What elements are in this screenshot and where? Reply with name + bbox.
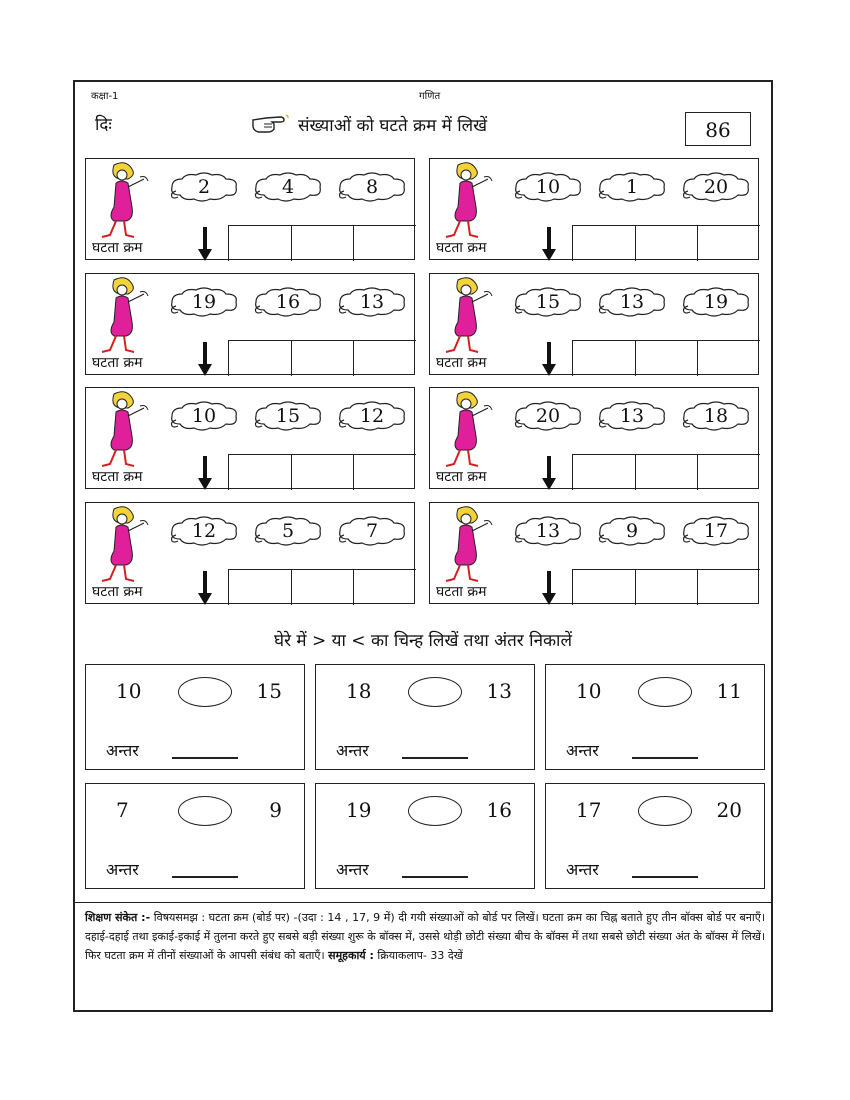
cloud-number: 2 <box>197 176 211 198</box>
difference-label: अन्तर <box>106 741 139 760</box>
group-work-text: क्रियाकलाप- 33 देखें <box>377 949 463 962</box>
difference-label: अन्तर <box>566 741 599 760</box>
answer-box[interactable] <box>229 226 292 261</box>
down-arrow-icon <box>198 456 212 490</box>
group-work-label: समूहकार्य : <box>328 949 374 962</box>
answer-box[interactable] <box>354 570 416 605</box>
order-label: घटता क्रम <box>436 469 487 485</box>
cloud-number: 15 <box>535 291 561 313</box>
answer-box[interactable] <box>698 570 760 605</box>
order-label: घटता क्रम <box>92 584 143 600</box>
number-cloud <box>594 515 670 547</box>
order-panel <box>85 158 415 260</box>
class-label: कक्षा-1 <box>91 91 119 102</box>
teaching-note-heading: शिक्षण संकेत :- <box>85 911 151 924</box>
number-cloud <box>510 171 586 203</box>
answer-box[interactable] <box>292 226 355 261</box>
answer-boxes <box>572 454 760 490</box>
cloud-number: 5 <box>281 520 295 542</box>
order-label: घटता क्रम <box>436 240 487 256</box>
number-cloud <box>334 286 410 318</box>
answer-boxes <box>228 340 416 376</box>
number-cloud <box>334 171 410 203</box>
answer-box[interactable] <box>292 341 355 376</box>
cloud-number: 20 <box>703 176 729 198</box>
answer-boxes <box>228 454 416 490</box>
number-cloud <box>678 515 754 547</box>
compare-first-number: 18 <box>346 679 372 703</box>
answer-box[interactable] <box>636 455 699 490</box>
order-panel <box>85 273 415 375</box>
cloud-number: 18 <box>703 405 729 427</box>
number-cloud <box>250 171 326 203</box>
page-number: 86 <box>685 112 751 146</box>
order-panel <box>429 158 759 260</box>
number-cloud <box>166 286 242 318</box>
answer-box[interactable] <box>292 570 355 605</box>
down-arrow-icon <box>542 456 556 490</box>
answer-box[interactable] <box>354 226 416 261</box>
answer-boxes <box>228 569 416 605</box>
down-arrow-icon <box>542 571 556 605</box>
cloud-number: 7 <box>365 520 379 542</box>
sign-oval[interactable] <box>408 796 462 826</box>
girl-illustration <box>436 505 496 585</box>
cloud-number: 19 <box>191 291 217 313</box>
cloud-number: 10 <box>191 405 217 427</box>
answer-box[interactable] <box>292 455 355 490</box>
cloud-number: 13 <box>535 520 561 542</box>
cloud-number: 13 <box>619 405 645 427</box>
answer-boxes <box>572 569 760 605</box>
number-cloud <box>594 171 670 203</box>
comparison-box <box>315 664 535 770</box>
order-panel <box>429 502 759 604</box>
number-cloud <box>594 286 670 318</box>
compare-second-number: 16 <box>486 798 512 822</box>
answer-box[interactable] <box>636 341 699 376</box>
cloud-number: 8 <box>365 176 379 198</box>
order-label: घटता क्रम <box>92 469 143 485</box>
number-cloud <box>678 400 754 432</box>
comparison-box <box>315 783 535 889</box>
cloud-number: 13 <box>619 291 645 313</box>
down-arrow-icon <box>542 342 556 376</box>
answer-boxes <box>228 225 416 261</box>
compare-first-number: 10 <box>576 679 602 703</box>
answer-box[interactable] <box>354 341 416 376</box>
compare-second-number: 15 <box>256 679 282 703</box>
answer-boxes <box>572 340 760 376</box>
cloud-number: 20 <box>535 405 561 427</box>
subject-label: गणित <box>419 91 441 102</box>
comparison-box <box>85 783 305 889</box>
cloud-number: 12 <box>191 520 217 542</box>
number-cloud <box>510 286 586 318</box>
cloud-number: 4 <box>281 176 295 198</box>
answer-box[interactable] <box>354 455 416 490</box>
worksheet-title-row <box>250 112 487 136</box>
cloud-number: 10 <box>535 176 561 198</box>
girl-illustration <box>436 161 496 241</box>
difference-answer-line[interactable] <box>402 757 468 759</box>
answer-box[interactable] <box>698 455 760 490</box>
cloud-number: 19 <box>703 291 729 313</box>
answer-box[interactable] <box>573 226 636 261</box>
sign-oval[interactable] <box>638 796 692 826</box>
number-cloud <box>334 400 410 432</box>
difference-label: अन्तर <box>336 860 369 879</box>
compare-first-number: 19 <box>346 798 372 822</box>
sign-oval[interactable] <box>178 677 232 707</box>
comparison-box <box>545 664 765 770</box>
pointing-hand-icon <box>250 112 290 136</box>
sign-oval[interactable] <box>178 796 232 826</box>
number-cloud <box>166 515 242 547</box>
order-label: घटता क्रम <box>92 355 143 371</box>
compare-first-number: 10 <box>116 679 142 703</box>
number-cloud <box>250 400 326 432</box>
number-cloud <box>250 286 326 318</box>
girl-illustration <box>92 390 152 470</box>
order-panel <box>429 387 759 489</box>
answer-box[interactable] <box>573 570 636 605</box>
answer-box[interactable] <box>636 570 699 605</box>
cloud-number: 12 <box>359 405 385 427</box>
cloud-number: 13 <box>359 291 385 313</box>
sign-oval[interactable] <box>408 677 462 707</box>
difference-label: अन्तर <box>566 860 599 879</box>
sign-oval[interactable] <box>638 677 692 707</box>
answer-box[interactable] <box>636 226 699 261</box>
difference-answer-line[interactable] <box>402 876 468 878</box>
note-divider <box>75 902 771 903</box>
order-panel <box>85 502 415 604</box>
down-arrow-icon <box>542 227 556 261</box>
compare-instruction: घेरे में > या < का चिन्ह लिखें तथा अंतर निकालें <box>274 631 572 651</box>
order-label: घटता क्रम <box>436 584 487 600</box>
down-arrow-icon <box>198 342 212 376</box>
date-label: दिः <box>95 115 112 135</box>
teaching-note-body: विषयसमझ : घटता क्रम (बोर्ड पर) -(उदा : 14 , 17, 9 में) दी गयी संख्याओं को बोर्ड पर लिखें। घटता क्रम का चिह्न बताते हुए तीन बॉक्स बोर्ड पर बनाएँ। दहाई-दहाई तथा इकाई-इकाई में तुलना करते हुए सबसे बड़ी संख्या शुरू के बॉक्स में, उससे थोड़ी छोटी संख्या बीच के बॉक्स में तथा सबसे छोटी संख्या अंत के बॉक्स में लिखें। फिर घटता क्रम में तीनों संख्याओं के आपसी संबंध को बताएँ। <box>85 911 765 962</box>
compare-second-number: 11 <box>716 679 742 703</box>
girl-illustration <box>436 390 496 470</box>
cloud-number: 16 <box>275 291 301 313</box>
answer-box[interactable] <box>698 226 760 261</box>
compare-first-number: 17 <box>576 798 602 822</box>
order-panel <box>85 387 415 489</box>
comparison-box <box>545 783 765 889</box>
difference-answer-line[interactable] <box>172 876 238 878</box>
number-cloud <box>166 171 242 203</box>
girl-illustration <box>92 505 152 585</box>
girl-illustration <box>436 276 496 356</box>
compare-second-number: 13 <box>486 679 512 703</box>
order-label: घटता क्रम <box>92 240 143 256</box>
worksheet <box>73 80 773 1012</box>
teaching-note <box>85 908 765 965</box>
number-cloud <box>594 400 670 432</box>
down-arrow-icon <box>198 571 212 605</box>
difference-answer-line[interactable] <box>632 757 698 759</box>
compare-second-number: 20 <box>716 798 742 822</box>
difference-answer-line[interactable] <box>632 876 698 878</box>
compare-first-number: 7 <box>116 798 129 822</box>
number-cloud <box>166 400 242 432</box>
number-cloud <box>334 515 410 547</box>
number-cloud <box>678 171 754 203</box>
compare-second-number: 9 <box>269 798 282 822</box>
girl-illustration <box>92 161 152 241</box>
cloud-number: 9 <box>625 520 639 542</box>
cloud-number: 15 <box>275 405 301 427</box>
number-cloud <box>510 400 586 432</box>
girl-illustration <box>92 276 152 356</box>
answer-box[interactable] <box>229 570 292 605</box>
answer-box[interactable] <box>698 341 760 376</box>
worksheet-title: संख्याओं को घटते क्रम में लिखें <box>298 115 488 136</box>
answer-box[interactable] <box>229 455 292 490</box>
answer-boxes <box>572 225 760 261</box>
answer-box[interactable] <box>573 341 636 376</box>
order-label: घटता क्रम <box>436 355 487 371</box>
down-arrow-icon <box>198 227 212 261</box>
cloud-number: 1 <box>625 176 639 198</box>
number-cloud <box>250 515 326 547</box>
comparison-box <box>85 664 305 770</box>
difference-answer-line[interactable] <box>172 757 238 759</box>
answer-box[interactable] <box>573 455 636 490</box>
cloud-number: 17 <box>703 520 729 542</box>
difference-label: अन्तर <box>336 741 369 760</box>
order-panel <box>429 273 759 375</box>
difference-label: अन्तर <box>106 860 139 879</box>
number-cloud <box>678 286 754 318</box>
number-cloud <box>510 515 586 547</box>
answer-box[interactable] <box>229 341 292 376</box>
